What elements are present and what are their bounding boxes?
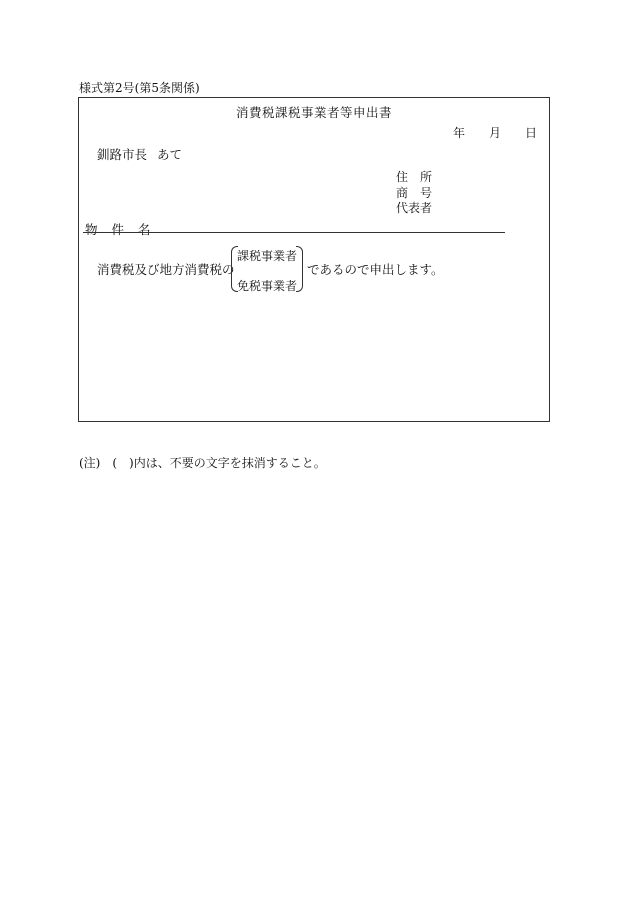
declaration-suffix: であるので申出します。 — [307, 262, 444, 277]
address-field-label: 住 所 — [396, 170, 433, 184]
addressee-suffix: あて — [157, 147, 183, 162]
form-number-label: 様式第2号(第5条関係) — [79, 81, 200, 95]
declaration-prefix: 消費税及び地方消費税の — [97, 262, 235, 277]
trade-name-field-label: 商 号 — [396, 186, 433, 200]
addressee-name: 釧路市長 — [97, 147, 148, 162]
option-taxable-business: 課税事業者 — [237, 249, 298, 263]
application-form-box — [78, 97, 550, 422]
property-name-underline — [83, 232, 505, 233]
option-exempt-business: 免税事業者 — [237, 279, 298, 293]
addressee — [97, 145, 182, 163]
property-name-label: 物 件 名 — [85, 222, 156, 237]
date-month-label: 月 — [489, 126, 502, 140]
right-bracket — [296, 246, 303, 292]
footnote: (注) ( )内は、不要の文字を抹消すること。 — [79, 456, 326, 470]
date-day-label: 日 — [525, 126, 538, 140]
date-year-label: 年 — [453, 126, 466, 140]
document-title: 消費税課税事業者等申出書 — [235, 105, 392, 120]
representative-field-label: 代表者 — [396, 201, 433, 215]
